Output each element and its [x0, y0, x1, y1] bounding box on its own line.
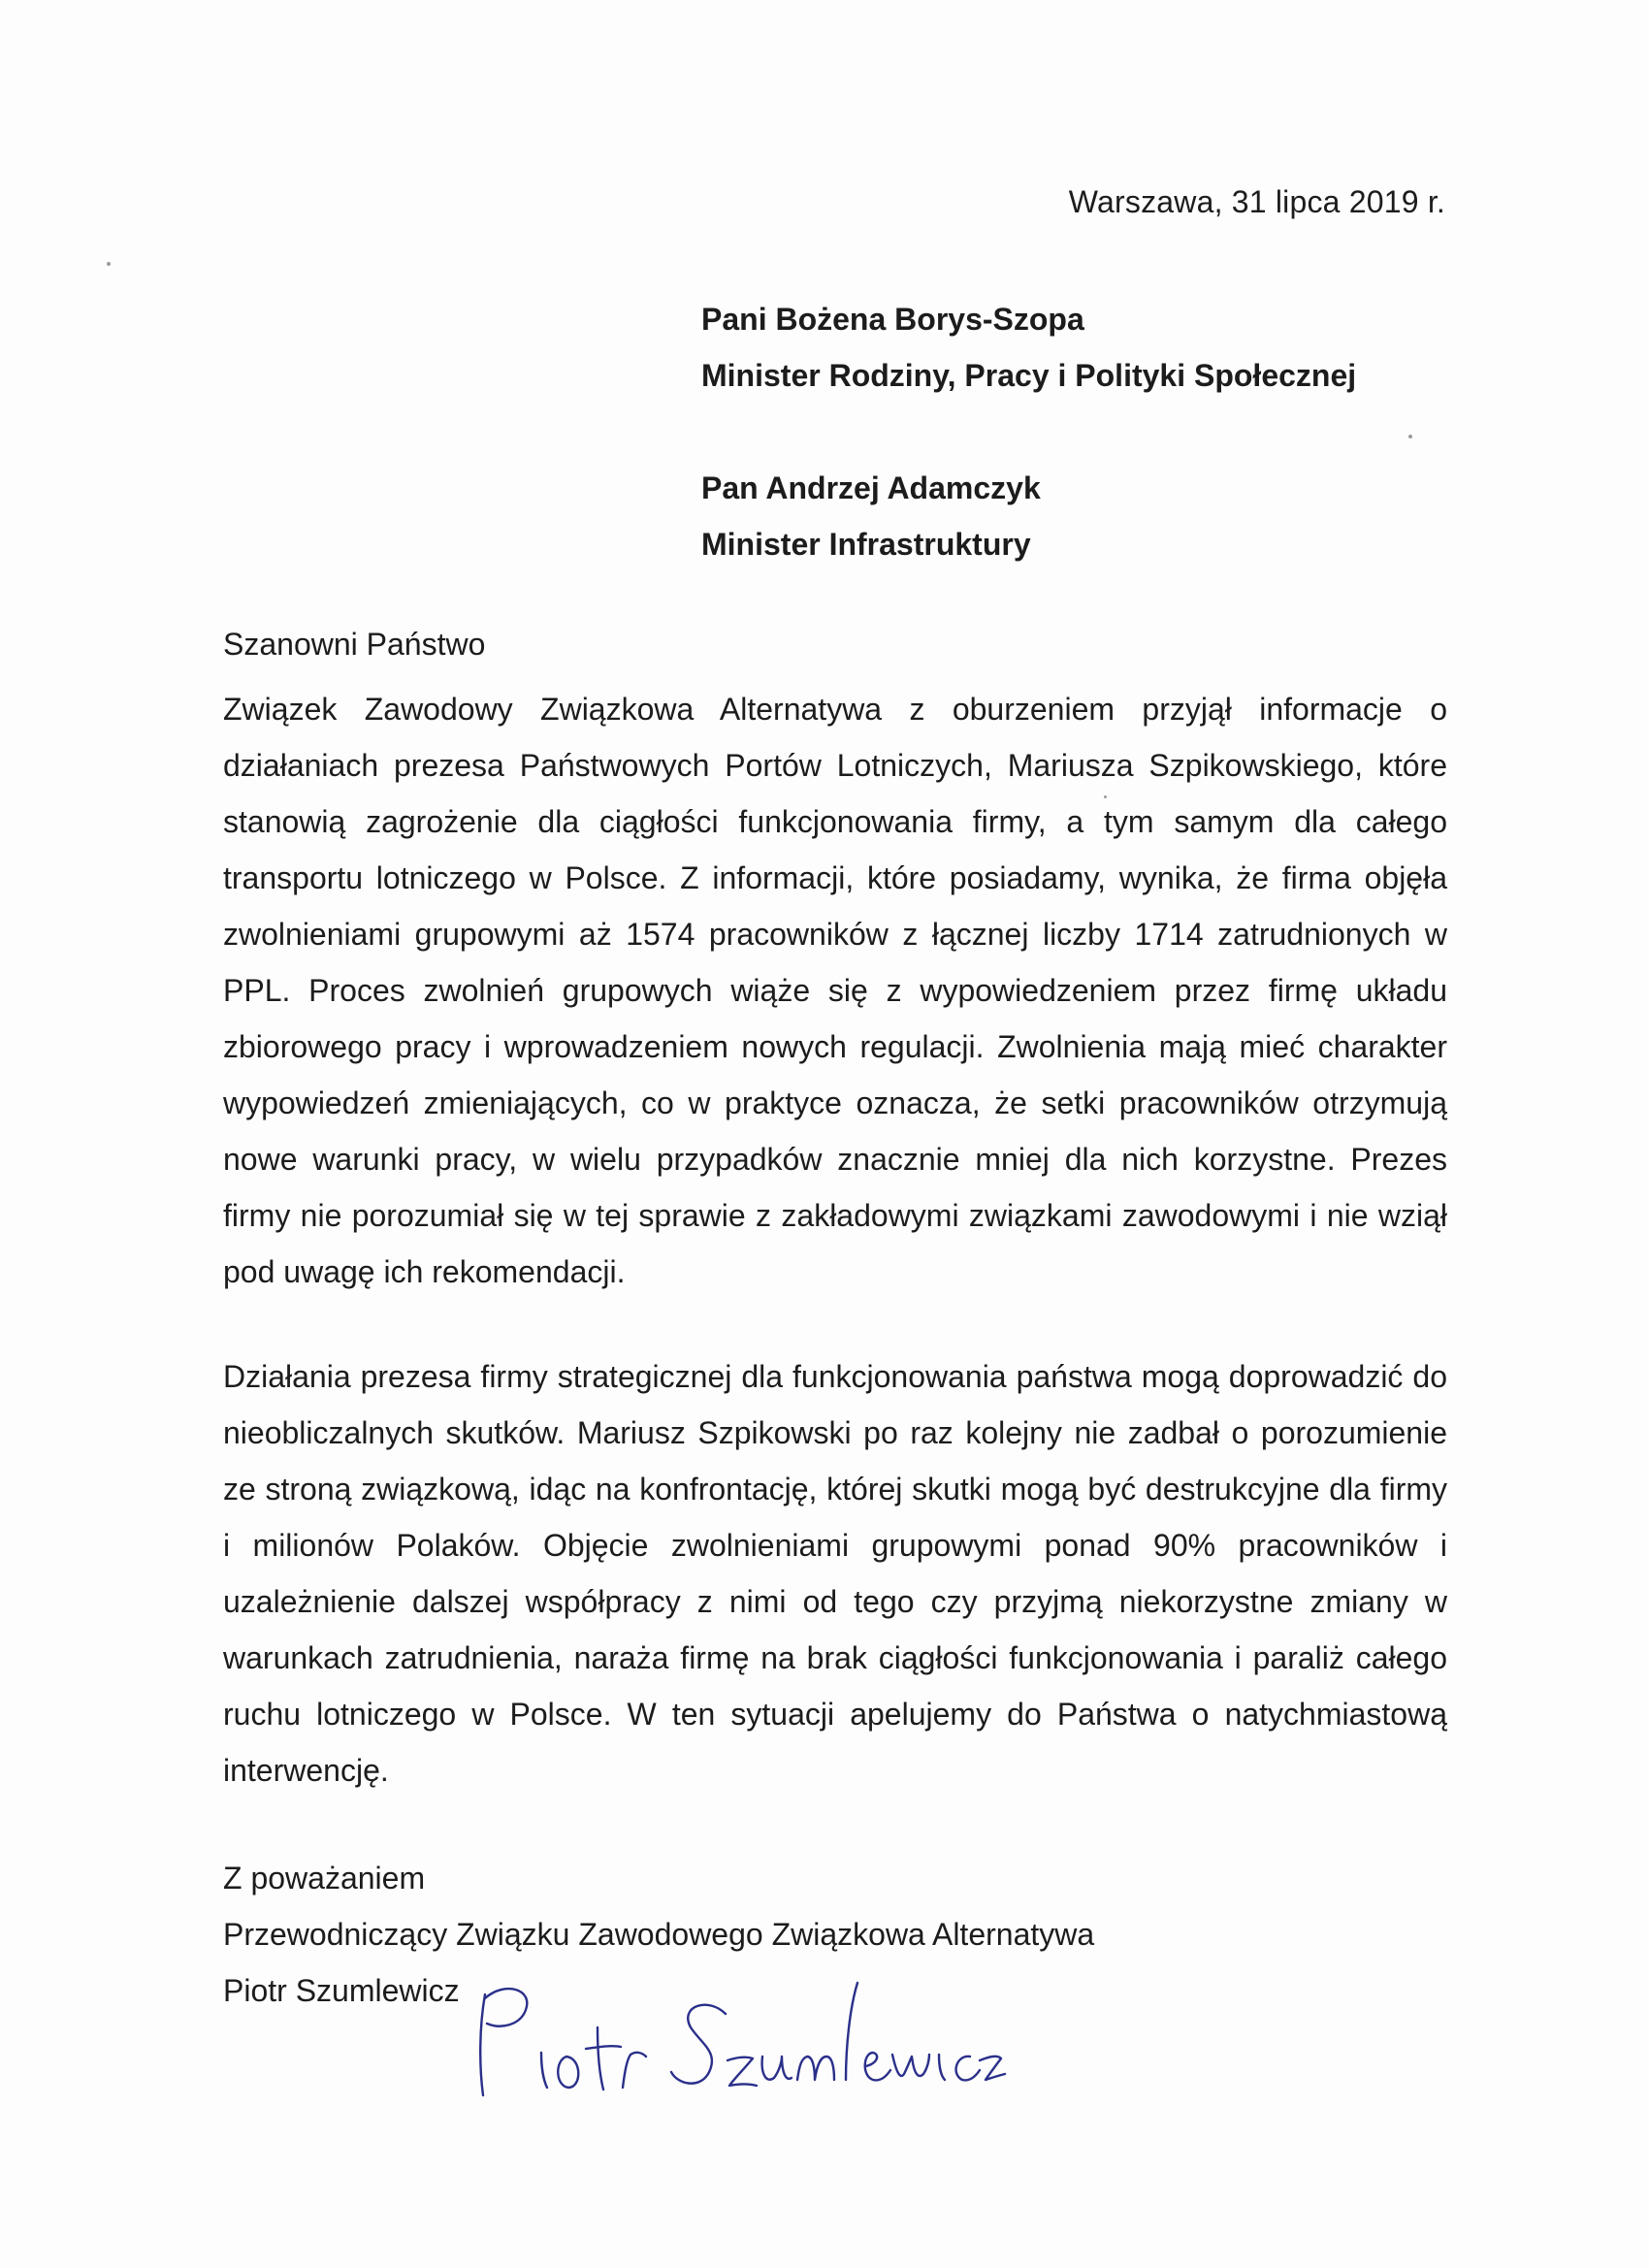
salutation: Szanowni Państwo: [223, 627, 486, 662]
closing-regards: Z poważaniem: [223, 1861, 426, 1895]
closing-position: Przewodniczący Związku Zawodowego Związkowa Alternatywa: [223, 1917, 1095, 1952]
recipient-title: Minister Rodziny, Pracy i Polityki Społecznej: [701, 358, 1357, 393]
body-paragraph-1: Związek Zawodowy Związkowa Alternatywa z oburzeniem przyjął informacje o działaniach prezesa Państwowych Portów Lotniczych, Mariusza Szpikowskiego, które stanowią zagrożenie dla ciągłości funkcjonowania firmy, a tym samym dla całego transportu lotniczego w Polsce. Z informacji, które posiadamy, wynika, że firma objęła zwolnieniami grupowymi aż 1574 pracowników z łącznej liczby 1714 zatrudnionych w PPL. Proces zwolnień grupowych wiąże się z wypowiedzeniem przez firmę układu zbiorowego pracy i wprowadzeniem nowych regulacji. Zwolnienia mają mieć charakter wypowiedzeń zmieniających, co w praktyce oznacza, że setki pracowników otrzymują nowe warunki pracy, w wielu przypadków znacznie mniej dla nich korzystne. Prezes firmy nie porozumiał się w tej sprawie z zakładowymi związkami zawodowymi i nie wziął pod uwagę ich rekomendacji.: [223, 692, 1447, 1289]
recipient-title: Minister Infrastruktury: [701, 527, 1031, 562]
body-paragraph-2: Działania prezesa firmy strategicznej dla funkcjonowania państwa mogą doprowadzić do nieobliczalnych skutków. Mariusz Szpikowski po raz kolejny nie zadbał o porozumienie ze stroną związkową, idąc na konfrontację, której skutki mogą być destrukcyjne dla firmy i milionów Polaków. Objęcie zwolnieniami grupowymi ponad 90% pracowników i uzależnienie dalszej współpracy z nimi od tego czy przyjmą niekorzystne zmiany w warunkach zatrudnienia, naraża firmę na brak ciągłości funkcjonowania i paraliż całego ruchu lotniczego w Polsce. W ten sytuacji apelujemy do Państwa o natychmiastową interwencję.: [223, 1359, 1447, 1788]
recipient-name: Pani Bożena Borys-Szopa: [701, 302, 1084, 337]
scan-speck: [1408, 435, 1412, 438]
recipient-1: [701, 291, 1356, 404]
scan-speck: [107, 262, 111, 266]
closing-name: Piotr Szumlewicz: [223, 1973, 460, 2008]
handwritten-signature: [466, 1960, 1009, 2115]
recipient-2: [701, 460, 1041, 572]
scan-speck: [1104, 795, 1107, 798]
recipient-name: Pan Andrzej Adamczyk: [701, 470, 1041, 505]
letter-date: Warszawa, 31 lipca 2019 r.: [1068, 184, 1445, 219]
